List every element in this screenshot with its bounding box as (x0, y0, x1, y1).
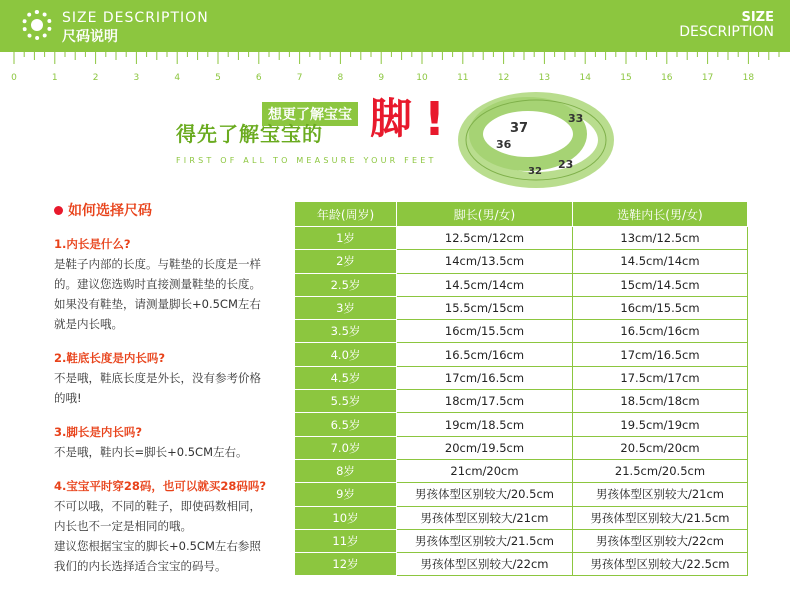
cell-age: 4.0岁 (295, 343, 397, 366)
table-row (295, 343, 748, 366)
table-row (295, 296, 748, 319)
table-row (295, 483, 748, 506)
table-row (295, 553, 748, 576)
cell-foot-length: 19cm/18.5cm (397, 413, 573, 436)
tape-number: 36 (496, 138, 512, 151)
size-table (294, 201, 748, 576)
cell-foot-length: 16.5cm/16cm (397, 343, 573, 366)
cell-foot-length: 男孩体型区别较大/21.5cm (397, 529, 573, 552)
table-row (295, 320, 748, 343)
cell-age: 6.5岁 (295, 413, 397, 436)
ruler-label: 5 (215, 73, 221, 83)
answer-4-line: 我们的内长选择适合宝宝的码号。 (54, 559, 227, 573)
cell-inner-length: 男孩体型区别较大/22.5cm (573, 553, 748, 576)
cell-inner-length: 17cm/16.5cm (573, 343, 748, 366)
ruler-label: 0 (11, 73, 17, 83)
banner-title-cn: 尺码说明 (62, 29, 118, 45)
ruler-label: 2 (92, 73, 99, 83)
bullet-dot-icon (54, 206, 63, 215)
hero-small-label: 想更了解宝宝 (262, 102, 358, 126)
table-row (295, 529, 748, 552)
answer-1-line: 是鞋子内部的长度。与鞋垫的长度是一样 (54, 257, 261, 271)
answer-4-line: 内长也不一定是相同的哦。 (54, 519, 192, 533)
cell-inner-length: 14.5cm/14cm (573, 250, 748, 273)
cell-foot-length: 21cm/20cm (397, 459, 573, 482)
guide-heading (54, 200, 286, 220)
table-row (295, 390, 748, 413)
cell-inner-length: 13cm/12.5cm (573, 227, 748, 250)
banner-right-line2: DESCRIPTION (679, 24, 774, 40)
table-row (295, 459, 748, 482)
question-2: 2.鞋底长度是内长吗? (54, 351, 166, 365)
cell-inner-length: 16cm/15.5cm (573, 296, 748, 319)
answer-4-line: 建议您根据宝宝的脚长+0.5CM左右参照 (54, 539, 261, 553)
ruler-label: 11 (457, 73, 469, 83)
cell-inner-length: 15cm/14.5cm (573, 273, 748, 296)
cell-inner-length: 20.5cm/20cm (573, 436, 748, 459)
tape-number: 23 (558, 158, 574, 171)
answer-1-line: 的。建议您选购时直接测量鞋垫的长度。 (54, 277, 261, 291)
ruler-label: 4 (174, 73, 181, 83)
ruler-label: 18 (742, 73, 755, 83)
table-header-row (295, 202, 748, 227)
cell-foot-length: 男孩体型区别较大/20.5cm (397, 483, 573, 506)
question-1: 1.内长是什么? (54, 237, 131, 251)
cell-foot-length: 20cm/19.5cm (397, 436, 573, 459)
ruler-label: 16 (661, 73, 673, 83)
question-3: 3.脚长是内长吗? (54, 425, 143, 439)
ruler-label: 12 (497, 73, 510, 83)
table-row (295, 366, 748, 389)
ruler-label: 13 (538, 73, 551, 83)
cell-inner-length: 16.5cm/16cm (573, 320, 748, 343)
cell-age: 5.5岁 (295, 390, 397, 413)
size-logo-icon (22, 10, 52, 40)
banner-title-en: SIZE DESCRIPTION (62, 10, 209, 26)
answer-1-line: 如果没有鞋垫，请测量脚长+0.5CM左右 (54, 297, 261, 311)
ruler-label: 6 (255, 73, 262, 83)
cell-foot-length: 15.5cm/15cm (397, 296, 573, 319)
cell-inner-length: 18.5cm/18cm (573, 390, 748, 413)
table-row (295, 506, 748, 529)
ruler-label: 7 (296, 73, 303, 83)
guide-heading-label: 如何选择尺码 (68, 203, 152, 219)
ruler-label: 9 (378, 73, 385, 83)
cell-foot-length: 男孩体型区别较大/21cm (397, 506, 573, 529)
cell-age: 8岁 (295, 459, 397, 482)
ruler-label: 3 (133, 73, 140, 83)
banner-right-line1: SIZE (741, 10, 774, 25)
question-4: 4.宝宝平时穿28码，也可以就买28码吗? (54, 479, 267, 493)
hero-headline: 得先了解宝宝的 (176, 122, 323, 146)
column-header-foot-length: 脚长(男/女) (397, 202, 573, 227)
ruler-graphic (0, 50, 790, 86)
cell-age: 4.5岁 (295, 366, 397, 389)
cell-foot-length: 18cm/17.5cm (397, 390, 573, 413)
cell-foot-length: 17cm/16.5cm (397, 366, 573, 389)
cell-age: 10岁 (295, 506, 397, 529)
table-row (295, 413, 748, 436)
ruler-label: 14 (579, 73, 591, 83)
tape-number: 32 (528, 166, 542, 177)
header-banner (0, 0, 790, 50)
cell-foot-length: 14cm/13.5cm (397, 250, 573, 273)
answer-2-line: 不是哦，鞋底长度是外长，没有参考价格 (54, 371, 261, 385)
size-guide-text (54, 200, 286, 576)
tape-number: 37 (510, 121, 529, 136)
cell-inner-length: 19.5cm/19cm (573, 413, 748, 436)
answer-2-line: 的哦! (54, 391, 82, 405)
table-row (295, 273, 748, 296)
cell-age: 7.0岁 (295, 436, 397, 459)
cell-inner-length: 17.5cm/17cm (573, 366, 748, 389)
cell-inner-length: 男孩体型区别较大/21cm (573, 483, 748, 506)
table-row (295, 250, 748, 273)
cell-age: 2.5岁 (295, 273, 397, 296)
column-header-age: 年龄(周岁) (295, 202, 397, 227)
hero-foot-char: 脚 (370, 94, 413, 143)
ruler-label: 1 (51, 73, 58, 83)
cell-foot-length: 12.5cm/12cm (397, 227, 573, 250)
table-row (295, 227, 748, 250)
tape-number: 33 (568, 112, 584, 125)
cell-foot-length: 男孩体型区别较大/22cm (397, 553, 573, 576)
table-row (295, 436, 748, 459)
cell-foot-length: 14.5cm/14cm (397, 273, 573, 296)
measuring-tape-icon (458, 82, 614, 190)
cell-age: 9岁 (295, 483, 397, 506)
ruler-label: 10 (416, 73, 428, 83)
cell-age: 3岁 (295, 296, 397, 319)
cell-age: 1岁 (295, 227, 397, 250)
cell-age: 3.5岁 (295, 320, 397, 343)
cell-inner-length: 21.5cm/20.5cm (573, 459, 748, 482)
cell-age: 2岁 (295, 250, 397, 273)
cell-foot-length: 16cm/15.5cm (397, 320, 573, 343)
ruler (0, 50, 790, 86)
column-header-inner-length: 选鞋内长(男/女) (573, 202, 748, 227)
hero-subtitle: FIRST OF ALL TO MEASURE YOUR FEET (176, 156, 437, 165)
hero-exclamation: ! (424, 92, 445, 146)
answer-1-line: 就是内长哦。 (54, 317, 123, 331)
ruler-label: 8 (337, 73, 344, 83)
cell-inner-length: 男孩体型区别较大/21.5cm (573, 506, 748, 529)
cell-age: 11岁 (295, 529, 397, 552)
cell-age: 12岁 (295, 553, 397, 576)
answer-4-line: 不可以哦，不同的鞋子，即使码数相同， (54, 499, 261, 513)
ruler-label: 15 (620, 73, 632, 83)
cell-inner-length: 男孩体型区别较大/22cm (573, 529, 748, 552)
ruler-label: 17 (701, 73, 714, 83)
answer-3-line: 不是哦，鞋内长=脚长+0.5CM左右。 (54, 445, 248, 459)
